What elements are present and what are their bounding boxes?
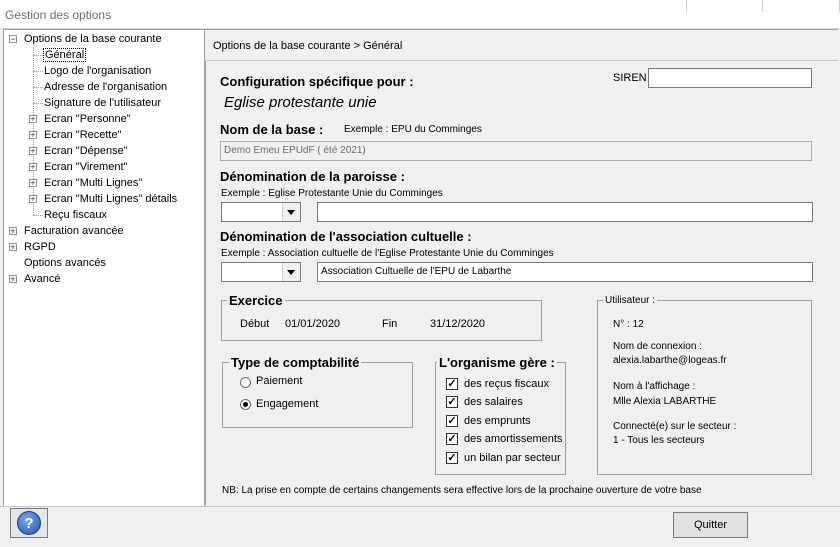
- org-name: Eglise protestante unie: [224, 94, 377, 111]
- radio-paiement-label[interactable]: Paiement: [256, 375, 303, 387]
- fin-label: Fin: [382, 318, 398, 330]
- expand-icon[interactable]: +: [30, 130, 36, 140]
- siren-input[interactable]: [648, 68, 812, 88]
- siren-label: SIREN: [613, 72, 647, 84]
- checkbox-salaires-label[interactable]: des salaires: [464, 396, 523, 408]
- expand-icon[interactable]: +: [30, 194, 36, 204]
- help-button[interactable]: [10, 508, 48, 538]
- options-tree[interactable]: [3, 29, 205, 507]
- tree-connector: [33, 71, 43, 72]
- title-bar: [0, 0, 840, 29]
- checkbox-recus-fiscaux[interactable]: ✓: [447, 378, 457, 390]
- expand-icon[interactable]: +: [10, 226, 16, 236]
- checkbox-emprunts-label[interactable]: des emprunts: [464, 415, 531, 427]
- base-name-input[interactable]: Demo Emeu EPUdF ( été 2021): [220, 141, 812, 161]
- association-example: Exemple : Association cultuelle de l'Eglise Protestante Unie du Comminges: [221, 248, 554, 259]
- checkbox-bilan-secteur[interactable]: ✓: [447, 452, 457, 464]
- tree-item-avance[interactable]: Avancé: [24, 273, 61, 285]
- tree-item-signature[interactable]: Signature de l'utilisateur: [44, 97, 162, 109]
- tree-item-ecran-virement[interactable]: Ecran "Virement": [44, 161, 128, 173]
- expand-icon[interactable]: +: [10, 274, 16, 284]
- association-prefix-select[interactable]: [221, 262, 301, 282]
- title-divider: [686, 0, 687, 12]
- connexion-value: alexia.labarthe@logeas.fr: [613, 355, 727, 366]
- affichage-label: Nom à l'affichage :: [613, 381, 696, 392]
- comptabilite-title: Type de comptabilité: [231, 355, 360, 370]
- breadcrumb-bar: [205, 29, 838, 61]
- tree-connector: [33, 55, 43, 56]
- tree-item-ecran-recette[interactable]: Ecran "Recette": [44, 129, 122, 141]
- paroisse-prefix-select[interactable]: [221, 202, 301, 222]
- chevron-down-icon[interactable]: [282, 263, 300, 281]
- secteur-value: 1 - Tous les secteurs: [613, 435, 705, 446]
- tree-item-rgpd[interactable]: RGPD: [24, 241, 56, 253]
- tree-item-ecran-depense[interactable]: Ecran "Dépense": [44, 145, 128, 157]
- tree-item-ecran-multi-lignes[interactable]: Ecran "Multi Lignes": [44, 177, 143, 189]
- exercice-title: Exercice: [229, 293, 283, 308]
- base-example: Exemple : EPU du Comminges: [344, 124, 482, 135]
- radio-paiement[interactable]: [240, 377, 251, 388]
- utilisateur-title: Utilisateur :: [605, 295, 656, 306]
- tree-connector: [33, 103, 43, 104]
- association-heading: Dénomination de l'association cultuelle :: [220, 229, 472, 244]
- help-icon: ?: [17, 511, 41, 535]
- config-heading: Configuration spécifique pour :: [220, 74, 414, 89]
- affichage-value: Mlle Alexia LABARTHE: [613, 396, 717, 407]
- tree-item-general[interactable]: Général: [45, 49, 85, 61]
- connexion-label: Nom de connexion :: [613, 341, 702, 352]
- checkbox-amortissements[interactable]: ✓: [447, 433, 457, 445]
- expand-icon[interactable]: +: [30, 162, 36, 172]
- base-heading: Nom de la base :: [220, 122, 324, 137]
- paroisse-example: Exemple : Eglise Protestante Unie du Comminges: [221, 188, 443, 199]
- tree-connector: [33, 87, 43, 88]
- window-title: Gestion des options: [5, 8, 112, 22]
- tree-item-options-avances[interactable]: Options avancés: [24, 257, 106, 269]
- tree-item-ecran-multi-lignes-details[interactable]: Ecran "Multi Lignes" détails: [44, 193, 178, 205]
- checkbox-bilan-secteur-label[interactable]: un bilan par secteur: [464, 452, 561, 464]
- association-input[interactable]: Association Cultuelle de l'EPU de Labarthe: [317, 262, 813, 282]
- comptabilite-group: [222, 362, 413, 428]
- expand-icon[interactable]: +: [30, 146, 36, 156]
- paroisse-input[interactable]: [317, 202, 813, 222]
- tree-item-adresse[interactable]: Adresse de l'organisation: [44, 81, 168, 93]
- user-number: N° : 12: [613, 319, 644, 330]
- tree-item-ecran-personne[interactable]: Ecran "Personne": [44, 113, 131, 125]
- expand-icon[interactable]: +: [30, 178, 36, 188]
- quit-button[interactable]: Quitter: [673, 512, 748, 538]
- tree-item-recu-fiscaux[interactable]: Reçu fiscaux: [44, 209, 107, 221]
- collapse-icon[interactable]: −: [10, 34, 16, 44]
- organisme-title: L'organisme gère :: [439, 355, 555, 370]
- paroisse-heading: Dénomination de la paroisse :: [220, 169, 405, 184]
- restart-note: NB: La prise en compte de certains changements sera effective lors de la prochaine ouverture de votre base: [222, 485, 702, 496]
- radio-engagement[interactable]: [240, 399, 251, 410]
- tree-item-facturation[interactable]: Facturation avancée: [24, 225, 124, 237]
- tree-connector: [33, 215, 43, 216]
- expand-icon[interactable]: +: [10, 242, 16, 252]
- secteur-label: Connecté(e) sur le secteur :: [613, 421, 737, 432]
- tree-item-base-courante[interactable]: Options de la base courante: [24, 33, 162, 45]
- chevron-down-icon[interactable]: [282, 203, 300, 221]
- debut-value: 01/01/2020: [285, 318, 341, 330]
- debut-label: Début: [240, 318, 270, 330]
- expand-icon[interactable]: +: [30, 114, 36, 124]
- tree-item-logo[interactable]: Logo de l'organisation: [44, 65, 152, 77]
- checkbox-recus-fiscaux-label[interactable]: des reçus fiscaux: [464, 378, 549, 390]
- checkbox-salaires[interactable]: ✓: [447, 396, 457, 408]
- fin-value: 31/12/2020: [430, 318, 486, 330]
- checkbox-emprunts[interactable]: ✓: [447, 415, 457, 427]
- checkbox-amortissements-label[interactable]: des amortissements: [464, 433, 563, 445]
- title-divider: [762, 0, 763, 12]
- radio-engagement-label[interactable]: Engagement: [256, 398, 319, 410]
- breadcrumb: Options de la base courante > Général: [213, 40, 403, 52]
